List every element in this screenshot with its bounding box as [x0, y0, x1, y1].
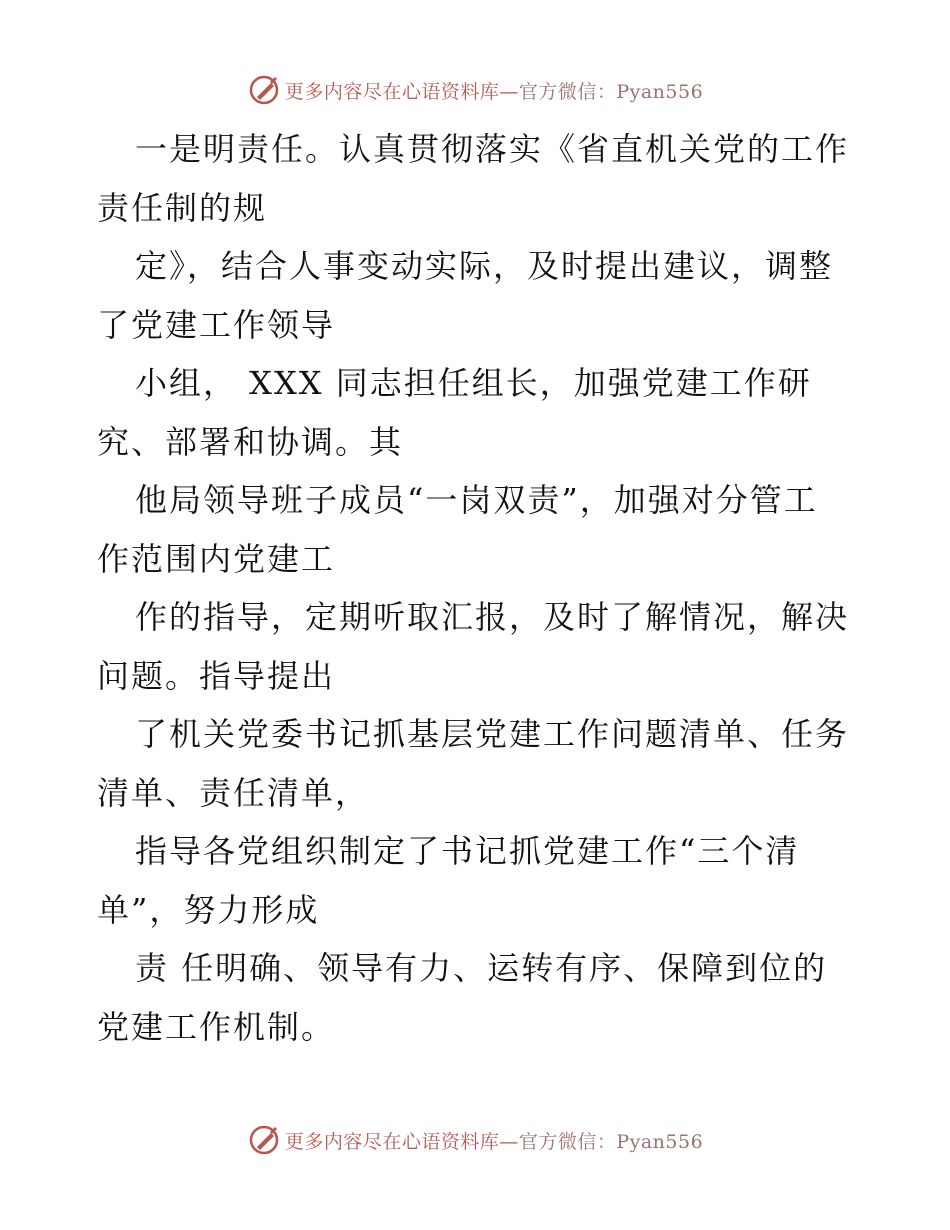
footer-banner-text: 更多内容尽在心语资料库—官方微信：Pyan556 [284, 1130, 704, 1153]
body-line: 作的指导，定期听取汇报，及时了解情况，解决 [135, 598, 850, 636]
body-line: 单”，努力形成 [97, 890, 320, 929]
body-line: 作范围内党建工 [97, 539, 336, 578]
pen-nib-logo-icon [247, 73, 281, 107]
header-banner-text: 更多内容尽在心语资料库—官方微信：Pyan556 [284, 80, 704, 103]
body-line: 责 任明确、领导有力、运转有序、保障到位的 [135, 949, 828, 987]
body-line: 清单、责任清单， [97, 773, 370, 812]
body-line: 小组， XXX 同志担任组长，加强党建工作研 [135, 364, 812, 402]
body-line: 问题。指导提出 [97, 656, 336, 695]
body-line: 了党建工作领导 [97, 305, 336, 344]
body-line: 究、部署和协调。其 [97, 422, 404, 461]
body-line: 他局领导班子成员“一岗双责”，加强对分管工 [135, 481, 818, 519]
body-line: 责任制的规 [97, 188, 268, 227]
pen-nib-logo-icon [247, 1123, 281, 1157]
footer-banner [0, 1120, 950, 1160]
body-line: 定》，结合人事变动实际，及时提出建议，调整 [135, 247, 834, 285]
body-line: 了机关党委书记抓基层党建工作问题清单、任务 [135, 715, 850, 753]
header-banner [0, 70, 950, 110]
body-line: 党建工作机制。 [97, 1007, 336, 1046]
body-line: 指导各党组织制定了书记抓党建工作“三个清 [135, 832, 800, 870]
body-line: 一是明责任。认真贯彻落实《省直机关党的工作 [135, 130, 850, 168]
document-body [97, 120, 857, 1056]
